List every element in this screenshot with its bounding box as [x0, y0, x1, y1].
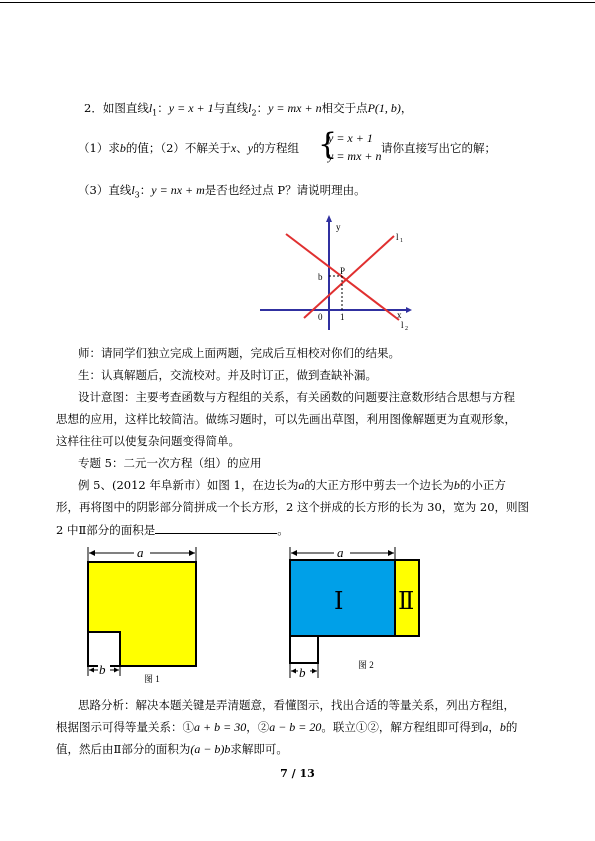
analysis-3a: 值，然后由Ⅱ部分的面积为: [56, 742, 191, 756]
area-expression: (a − b)b: [190, 742, 231, 756]
ex5-line3: [56, 521, 289, 538]
analysis-2b: ，②: [246, 720, 270, 734]
ex5-line1: [78, 477, 506, 493]
comma: ，: [488, 720, 500, 734]
system-eq2: y = mx + n: [328, 149, 382, 163]
eq-l1: y = x + 1: [168, 101, 214, 115]
l1-label: l: [396, 232, 399, 242]
q2-line2-end: 请你直接写出它的解；: [381, 141, 496, 155]
ex5-line2: 形，再将图中的阴影部分简拼成一个长方形，2 这个拼成的长方形的长为 30，宽为 20，则图: [56, 500, 530, 514]
l2-label: l: [401, 320, 404, 330]
eq-l2: y = mx + n: [268, 101, 322, 115]
origin-label: 0: [318, 312, 323, 322]
colon: ：: [139, 183, 152, 197]
arrow-left-icon: [89, 668, 94, 673]
ex5-1c: 的大正方形中剪去一个边长为: [304, 478, 454, 492]
l2-label-sub: 2: [405, 326, 408, 332]
figure-1: [78, 544, 208, 684]
l2-subscript: 2: [251, 108, 257, 118]
point-p: P(1, b): [367, 101, 401, 115]
arrow-left-icon: [89, 550, 95, 556]
topic5-heading: 专题 5：二元一次方程（组）的应用: [78, 456, 262, 470]
arrow-right-icon: [312, 669, 317, 674]
analysis-line3: [56, 741, 288, 757]
brace-icon: {: [318, 127, 338, 162]
answer-blank[interactable]: [155, 521, 277, 534]
l1-subscript: 1: [152, 108, 158, 118]
l1-symbol: l: [148, 101, 153, 115]
var-b: b: [119, 141, 126, 155]
q2-mid2: 相交于点: [321, 101, 368, 115]
l2-symbol: l: [248, 101, 252, 115]
equation-a-minus-b: a − b = 20: [269, 720, 322, 734]
b-label: b: [299, 665, 306, 680]
arrow-left-icon: [291, 550, 297, 556]
p3-b: 是否也经过点 P？请说明理由。: [204, 183, 366, 197]
header-rule: [0, 2, 595, 3]
student-line: 生：认真解题后，交流校对。并及时订正，做到查缺补漏。: [78, 368, 377, 382]
p3-a: （3）直线: [78, 183, 132, 197]
var-y: y: [247, 141, 254, 155]
var-a: a: [482, 720, 489, 734]
part-one-label: Ⅰ: [334, 589, 344, 615]
b-tick-label: b: [318, 272, 323, 282]
x-label: x: [397, 310, 402, 320]
var-b: b: [453, 478, 460, 492]
var-b: b: [499, 720, 506, 734]
comma: ，: [400, 101, 413, 115]
equation-system: [318, 127, 382, 166]
period: 。: [277, 523, 289, 537]
eq-l3: y = nx + m: [151, 183, 205, 197]
teacher-line: 师：请同学们独立完成上面两题，完成后互相校对你们的结果。: [78, 346, 400, 360]
figure-2: [288, 544, 428, 684]
analysis-2c: 。联立①②，解方程组即可得到: [321, 720, 483, 734]
q2-line1: [84, 100, 412, 121]
analysis-2g: 的: [505, 720, 518, 734]
colon: ：: [256, 101, 269, 115]
analysis-line2: [56, 719, 517, 735]
q2-line2: [78, 140, 299, 156]
analysis-2a: 根据图示可得等量关系：①: [56, 720, 194, 734]
arrow-right-icon: [114, 668, 119, 673]
colon: ：: [157, 101, 169, 115]
ex5-1a: 例 5、(2012 年阜新市）如图 1，在边长为: [78, 478, 299, 492]
a-label: a: [137, 545, 144, 560]
x-arrow-icon: [406, 307, 412, 313]
q2-line3: [78, 182, 366, 203]
p1-e: 的方程组: [253, 141, 300, 155]
bottom-small-rect: [290, 636, 318, 663]
p1-d: 、: [236, 141, 248, 155]
equation-a-plus-b: a + b = 30: [194, 720, 247, 734]
p1-c: 的值；（2）不解关于: [125, 141, 231, 155]
var-a: a: [298, 478, 305, 492]
figure-1-caption: 图 1: [144, 674, 160, 684]
small-square: [88, 632, 120, 666]
p-label: P: [340, 266, 346, 276]
design-line2: 思想的应用，这样比较简洁。做练习题时，可以先画出草图，利用图像解题更为直观形象，: [56, 412, 516, 426]
design-line3: 这样往往可以使复杂问题变得简单。: [56, 434, 240, 448]
arrow-left-icon: [291, 669, 296, 674]
p1-a: （1）求: [78, 141, 120, 155]
l1-label-sub: 1: [400, 238, 403, 244]
y-label: y: [336, 222, 341, 232]
var-x: x: [230, 141, 237, 155]
q2-mid1: 与直线: [213, 101, 249, 115]
design-line1: 设计意图：主要考查函数与方程组的关系，有关函数的问题要注意数形结合思想与方程: [78, 390, 515, 404]
figure-2-caption: 图 2: [358, 660, 374, 670]
ex5-3a: 2 中Ⅱ部分的面积是: [56, 523, 156, 537]
one-tick-label: 1: [340, 312, 345, 322]
intersection-graph: [256, 212, 416, 334]
page-number: 7 / 13: [280, 767, 315, 780]
system-eq1: y = x + 1: [328, 131, 373, 145]
arrow-right-icon: [189, 550, 195, 556]
l3-subscript: 3: [134, 190, 140, 200]
a-label: a: [337, 545, 344, 560]
b-label: b: [99, 662, 106, 677]
y-arrow-icon: [326, 215, 332, 222]
part-two-label: Ⅱ: [398, 589, 415, 615]
l3-symbol: l: [131, 183, 135, 197]
analysis-3c: 求解即可。: [230, 742, 288, 756]
analysis-line1: 思路分析：解决本题关键是弄清题意，看懂图示，找出合适的等量关系，列出方程组，: [78, 698, 515, 712]
ex5-1e: 的小正方: [459, 478, 506, 492]
arrow-right-icon: [388, 550, 394, 556]
q2-intro: 2．如图直线: [84, 101, 149, 115]
